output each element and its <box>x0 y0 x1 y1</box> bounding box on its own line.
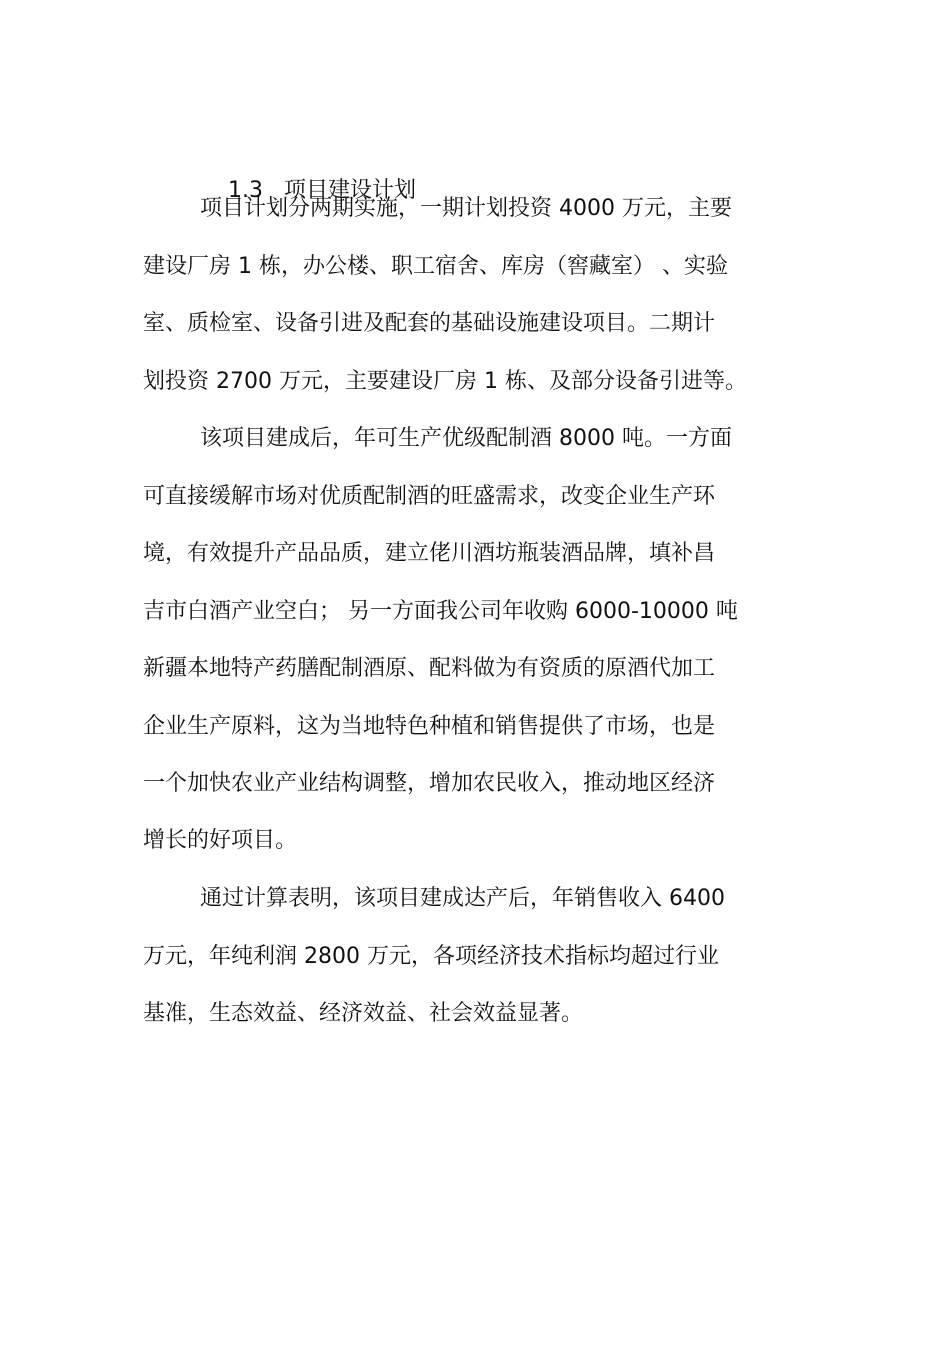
paragraph-line: 室、质检室、设备引进及配套的基础设施建设项目。二期计 <box>143 311 716 336</box>
paragraph-line: 建设厂房 1 栋，办公楼、职工宿舍、库房（窖藏室） 、实验 <box>143 254 728 279</box>
section-title: 项目建设计划 <box>283 178 416 203</box>
paragraph-line: 划投资 2700 万元，主要建设厂房 1 栋、及部分设备引进等。 <box>143 369 747 394</box>
section-number: 1.3 <box>227 178 263 203</box>
paragraph-line: 企业生产原料，这为当地特色种植和销售提供了市场，也是 <box>143 714 716 739</box>
paragraph-line: 吉市白酒产业空白； 另一方面我公司年收购 6000-10000 吨 <box>143 599 738 624</box>
paragraph-line: 通过计算表明，该项目建成达产后，年销售收入 6400 <box>200 886 725 911</box>
section-heading <box>200 131 416 203</box>
paragraph-line: 项目计划分两期实施，一期计划投资 4000 万元，主要 <box>200 196 732 221</box>
paragraph-line: 该项目建成后，年可生产优级配制酒 8000 吨。一方面 <box>200 426 732 451</box>
paragraph-line: 新疆本地特产药膳配制酒原、配料做为有资质的原酒代加工 <box>143 656 716 681</box>
paragraph-line: 增长的好项目。 <box>143 828 298 853</box>
paragraph-line: 可直接缓解市场对优质配制酒的旺盛需求，改变企业生产环 <box>143 484 716 509</box>
paragraph-line: 万元，年纯利润 2800 万元，各项经济技术指标均超过行业 <box>143 944 719 969</box>
paragraph-line: 境，有效提升产品品质，建立佬川酒坊瓶装酒品牌，填补昌 <box>143 541 716 566</box>
paragraph-line: 基准，生态效益、经济效益、社会效益显著。 <box>143 1001 584 1026</box>
paragraph-line: 一个加快农业产业结构调整，增加农民收入，推动地区经济 <box>143 771 716 796</box>
